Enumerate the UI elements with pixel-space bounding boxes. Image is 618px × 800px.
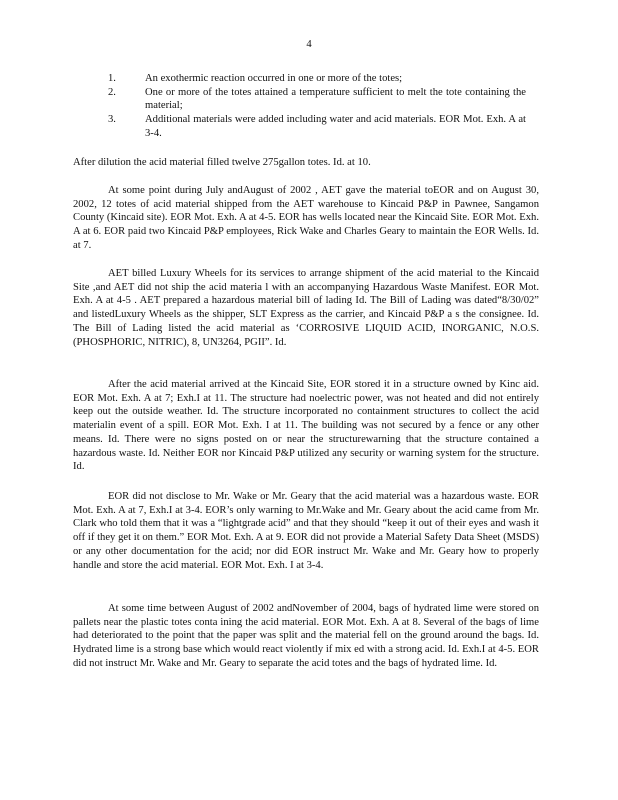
numbered-list <box>108 72 526 141</box>
list-item <box>108 86 526 113</box>
paragraph-text: After the acid material arrived at the Kincaid Site, EOR stored it in a structure owned by Kinc aid. EOR Mot. Exh. A at 7; Exh.I at 11. The structure had noelectric power, was not heated and did not entirely keep out the outside weather. Id. The structure incorporated no containment structures to collect the acid materialin event of a spill. EOR Mot. Exh. I at 11. The building was not secured by a fence or any other means. Id. There were no signs posted on or near the structurewarning that the structure contained a hazardous waste. Id. Neither EOR nor Kincaid P&P utilized any security or warning system for the structure. Id. <box>73 379 539 473</box>
list-item <box>108 113 526 140</box>
paragraph-bill-of-lading <box>73 267 539 349</box>
list-item <box>108 72 526 86</box>
page-number: 4 <box>306 39 312 50</box>
list-item-text: Additional materials were added including water and acid materials. EOR Mot. Exh. A at 3-4. <box>145 114 526 139</box>
paragraph-hydrated-lime <box>73 602 539 671</box>
paragraph-text: At some point during July andAugust of 2002 , AET gave the material toEOR and on August 30, 2002, 12 totes of acid material shipped from the AET warehouse to Kincaid P&P in Pawnee, Sangamon County (Kincaid site). EOR Mot. Exh. A at 4-5. EOR has wells located near the Kincaid Site. EOR Mot. Exh. A at 6. EOR paid two Kincaid P&P employees, Rick Wake and Charles Geary to maintain the EOR Wells. Id. at 7. <box>73 185 539 251</box>
list-item-text: One or more of the totes attained a temperature sufficient to melt the tote containing the material; <box>145 86 526 112</box>
paragraph-shipment <box>73 184 539 253</box>
list-item-text: An exothermic reaction occurred in one or more of the totes; <box>145 73 403 84</box>
paragraph-dilution <box>73 156 539 170</box>
paragraph-warning <box>73 490 539 572</box>
paragraph-storage <box>73 378 539 474</box>
list-item-number: 1. <box>108 73 116 84</box>
paragraph-text: AET billed Luxury Wheels for its services to arrange shipment of the acid material to the Kincaid Site ,and AET did not ship the acid materia l with an accompanying Hazardous Waste Manifest. EOR Mot. Exh. A at 4-5 . AET prepared a hazardous material bill of lading Id. The Bill of Lading was dated“8/30/02” and listedLuxury Wheels as the shipper, SLT Express as the carrier, and Kincaid P&P a s the consignee. Id. The Bill of Lading listed the acid material as ‘CORROSIVE LIQUID ACID, INORGANIC, N.O.S. (PHOSPHORIC, NITRIC), 8, UN3264, PGII”. Id. <box>73 268 539 348</box>
paragraph-text: After dilution the acid material filled twelve 275gallon totes. Id. at 10. <box>73 157 371 168</box>
list-item-number: 3. <box>108 114 116 126</box>
paragraph-text: EOR did not disclose to Mr. Wake or Mr. Geary that the acid material was a hazardous waste. EOR Mot. Exh. A at 7, Exh.I at 3-4. EOR’s only warning to Mr.Wake and Mr. Geary about the acid came from Mr. Clark who told them that it was a “lightgrade acid” and that they should “keep it out of their eyes and wash it off if they get it on them.” EOR Mot. Exh. A at 9. EOR did not provide a Material Safety Data Sheet (MSDS) or any other documentation for the acid; nor did EOR instruct Mr. Wake and Mr. Geary how to properly handle and store the acid material. EOR Mot. Exh. I at 3-4. <box>73 491 539 571</box>
paragraph-text: At some time between August of 2002 andNovember of 2004, bags of hydrated lime were stored on pallets near the plastic totes conta ining the acid material. EOR Mot. Exh. A at 8. Several of the bags of lime had deteriorated to the point that the paper was split and the material fell on the ground around the bags. Id. Hydrated lime is a strong base which would react violently if mix ed with a strong acid. Id. Exh.I at 4-5. EOR did not instruct Mr. Wake and Mr. Geary to separate the acid totes and the bags of hydrated lime. Id. <box>73 603 539 669</box>
list-item-number: 2. <box>108 86 116 98</box>
